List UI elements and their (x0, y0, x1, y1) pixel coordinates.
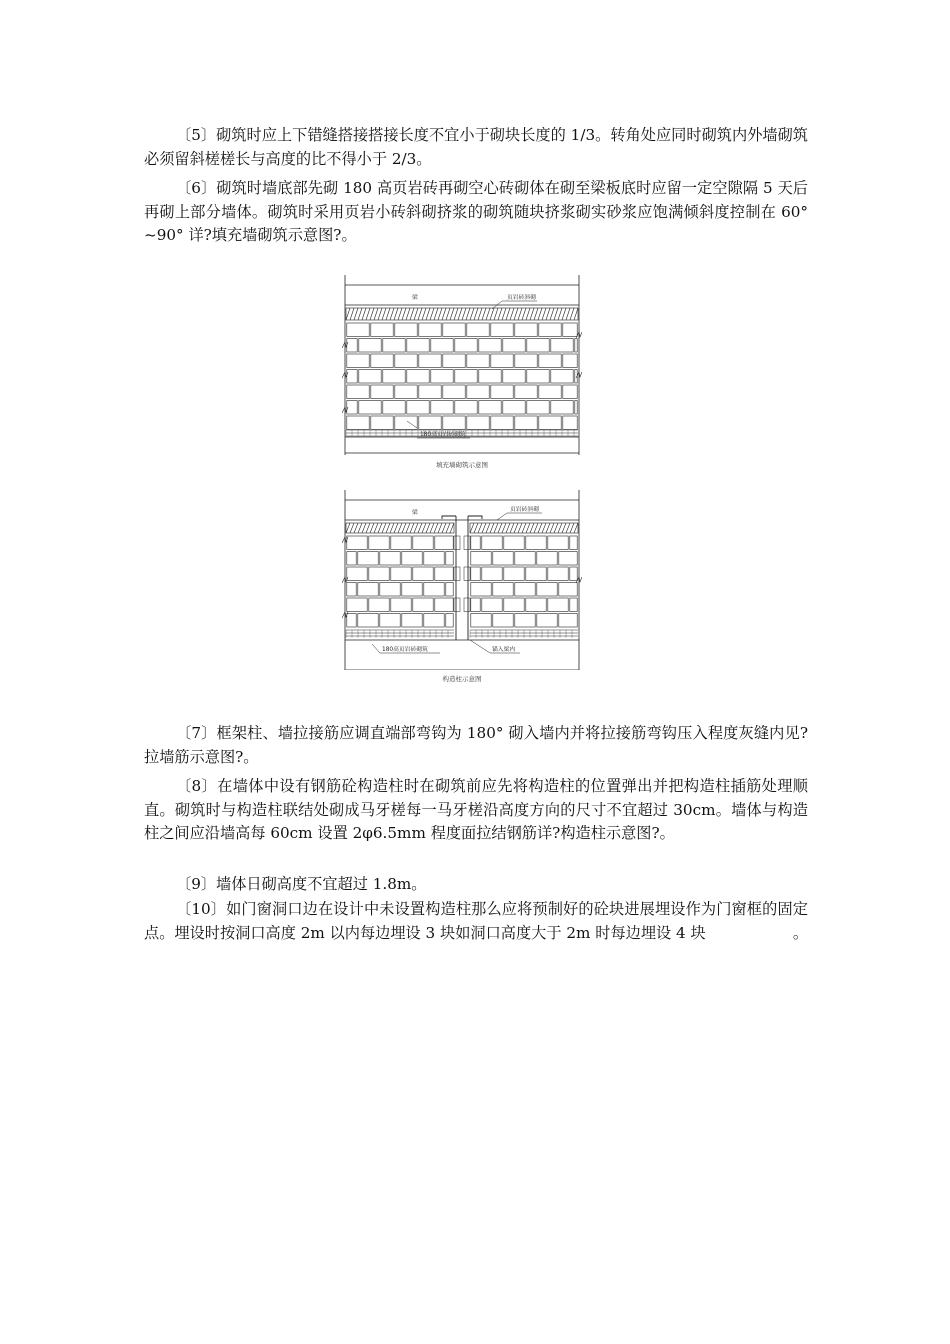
brick (347, 401, 357, 415)
brick (371, 323, 393, 337)
brick (359, 339, 381, 353)
brick (504, 536, 524, 550)
brick-courses (342, 308, 582, 436)
brick (559, 583, 577, 597)
brick (402, 552, 422, 566)
brick (491, 354, 513, 368)
brick (471, 567, 480, 581)
brick (413, 598, 433, 612)
brick (467, 354, 489, 368)
brick (359, 370, 381, 384)
brick (503, 401, 525, 415)
brick (347, 536, 367, 550)
paragraph-8: 〔8〕在墙体中设有钢筋砼构造柱时在砌筑前应先将构造柱的位置弹出并把构造柱插筋处理顺直。砌筑时与构造柱联结处砌成马牙槎每一马牙槎沿高度方向的尺寸不宜超过 30cm。墙体与构造柱之间应沿墙高每 60cm 设置 2φ6.5mm 程度面拉结钢筋详?构造柱示意图?。 (144, 777, 808, 842)
brick (380, 614, 400, 628)
brick (443, 354, 465, 368)
brick (471, 536, 480, 550)
brick (479, 401, 501, 415)
brick (563, 385, 577, 399)
brick (504, 598, 524, 612)
brick (424, 552, 444, 566)
brick (467, 416, 489, 430)
brick (443, 385, 465, 399)
brick (347, 567, 367, 581)
brick (413, 567, 433, 581)
paragraph-10-end: 。 (792, 923, 808, 942)
brick (347, 583, 356, 597)
brick (347, 598, 367, 612)
brick (413, 536, 433, 550)
base-brick-label: 180高页岩砖砌筑 (382, 647, 428, 653)
paragraph-10 (144, 898, 808, 945)
brick (395, 385, 417, 399)
brick (443, 323, 465, 337)
brick (371, 416, 393, 430)
brick (515, 614, 535, 628)
brick (563, 416, 577, 430)
brick (419, 416, 441, 430)
brick (491, 385, 513, 399)
brick (515, 385, 537, 399)
brick (391, 567, 411, 581)
constructional-column-diagram (342, 490, 582, 670)
brick (419, 385, 441, 399)
brick (419, 323, 441, 337)
brick (359, 401, 381, 415)
brick (431, 401, 453, 415)
brick (391, 536, 411, 550)
brick (548, 536, 568, 550)
brick (435, 536, 453, 550)
brick (467, 323, 489, 337)
brick (563, 354, 577, 368)
brick (551, 339, 573, 353)
brick (527, 401, 549, 415)
brick (347, 552, 356, 566)
brick (548, 567, 568, 581)
brick (471, 614, 491, 628)
brick (358, 583, 378, 597)
brick (493, 583, 513, 597)
brick (471, 598, 480, 612)
brick (347, 370, 357, 384)
brick (575, 339, 577, 353)
brick (537, 583, 557, 597)
brick (358, 552, 378, 566)
brick (537, 552, 557, 566)
beam-label: 梁 (412, 295, 418, 301)
brick (383, 401, 405, 415)
brick (493, 614, 513, 628)
brick (493, 552, 513, 566)
brick (503, 370, 525, 384)
brick (482, 598, 502, 612)
brick (539, 416, 561, 430)
brick (539, 354, 561, 368)
brick (467, 385, 489, 399)
base-brick-label: 180高页岩砖砌筑 (420, 432, 466, 438)
brick (539, 385, 561, 399)
brick (347, 416, 369, 430)
brick (515, 354, 537, 368)
brick (380, 583, 400, 597)
brick (369, 536, 389, 550)
brick (539, 323, 561, 337)
paragraph-9: 〔9〕墙体日砌高度不宜超过 1.8m。 (176, 875, 427, 893)
brick (369, 567, 389, 581)
paragraph-5: 〔5〕砌筑时应上下错缝搭接搭接长度不宜小于砌块长度的 1/3。转角处应同时砌筑内外墙砌筑必须留斜槎槎长与高度的比不得小于 2/3。 (144, 126, 808, 168)
brick (491, 416, 513, 430)
infill-wall-figure (342, 275, 582, 455)
brick (402, 614, 422, 628)
brick (407, 370, 429, 384)
brick (446, 583, 453, 597)
infill-wall-diagram (342, 275, 582, 455)
brick (395, 416, 417, 430)
brick (570, 567, 577, 581)
paragraph-6: 〔6〕砌筑时墙底部先砌 180 高页岩砖再砌空心砖砌体在砌至梁板底时应留一定空隙隔 5 天后再砌上部分墙体。砌筑时采用页岩小砖斜砌挤浆的砌筑随块挤浆砌实砂浆应饱满倾斜度控制在 60° ~90° 详?填充墙砌筑示意图?。 (144, 179, 808, 244)
brick (504, 567, 524, 581)
constructional-column-caption: 构造柱示意图 (442, 675, 482, 683)
brick (515, 323, 537, 337)
brick (380, 552, 400, 566)
brick (479, 339, 501, 353)
brick (347, 614, 356, 628)
paragraph-7: 〔7〕框架柱、墙拉接筋应调直端部弯钩为 180° 砌入墙内并将拉接筋弯钩压入程度灰缝内见?拉墙筋示意图?。 (144, 724, 808, 766)
slant-brick-label: 页岩砖斜砌 (507, 295, 536, 301)
brick (431, 370, 453, 384)
brick (563, 323, 577, 337)
brick (471, 552, 491, 566)
brick (407, 401, 429, 415)
brick (503, 339, 525, 353)
brick (455, 370, 477, 384)
brick (515, 552, 535, 566)
brick (548, 598, 568, 612)
anchor-label: 锚入梁内 (492, 647, 516, 653)
brick (431, 339, 453, 353)
constructional-column-figure (342, 490, 582, 670)
brick (371, 385, 393, 399)
brick (559, 552, 577, 566)
brick (424, 583, 444, 597)
brick (526, 598, 546, 612)
brick (526, 536, 546, 550)
brick (455, 339, 477, 353)
infill-wall-caption: 填充墙砌筑示意图 (436, 461, 488, 469)
brick (424, 614, 444, 628)
brick (419, 354, 441, 368)
slant-brick-label: 页岩砖斜砌 (510, 507, 539, 513)
paragraph-10-text: 〔10〕如门窗洞口边在设计中未设置构造柱那么应将预制好的砼块进展埋设作为门窗框的固定点。埋设时按洞口高度 2m 以内每边埋设 3 块如洞口高度大于 2m 时每边埋设 4 块 (144, 900, 808, 942)
brick (435, 598, 453, 612)
brick (443, 416, 465, 430)
brick (491, 323, 513, 337)
brick (371, 354, 393, 368)
brick (482, 536, 502, 550)
brick (559, 614, 577, 628)
brick (471, 583, 491, 597)
brick (526, 567, 546, 581)
brick (395, 354, 417, 368)
brick (551, 370, 573, 384)
brick (551, 401, 573, 415)
brick (455, 401, 477, 415)
brick (527, 370, 549, 384)
brick (570, 598, 577, 612)
brick (435, 567, 453, 581)
brick (347, 339, 357, 353)
brick (347, 323, 369, 337)
beam-label: 梁 (412, 510, 418, 516)
brick (407, 339, 429, 353)
brick (402, 583, 422, 597)
brick (383, 370, 405, 384)
brick (358, 614, 378, 628)
brick (391, 598, 411, 612)
brick (395, 323, 417, 337)
brick (479, 370, 501, 384)
brick (537, 614, 557, 628)
brick (482, 567, 502, 581)
brick (369, 598, 389, 612)
brick-courses (342, 523, 582, 638)
brick (383, 339, 405, 353)
brick (446, 552, 453, 566)
brick (446, 614, 453, 628)
brick (347, 354, 369, 368)
brick (347, 385, 369, 399)
brick (515, 416, 537, 430)
brick (527, 339, 549, 353)
brick (575, 401, 577, 415)
brick (570, 536, 577, 550)
brick (515, 583, 535, 597)
